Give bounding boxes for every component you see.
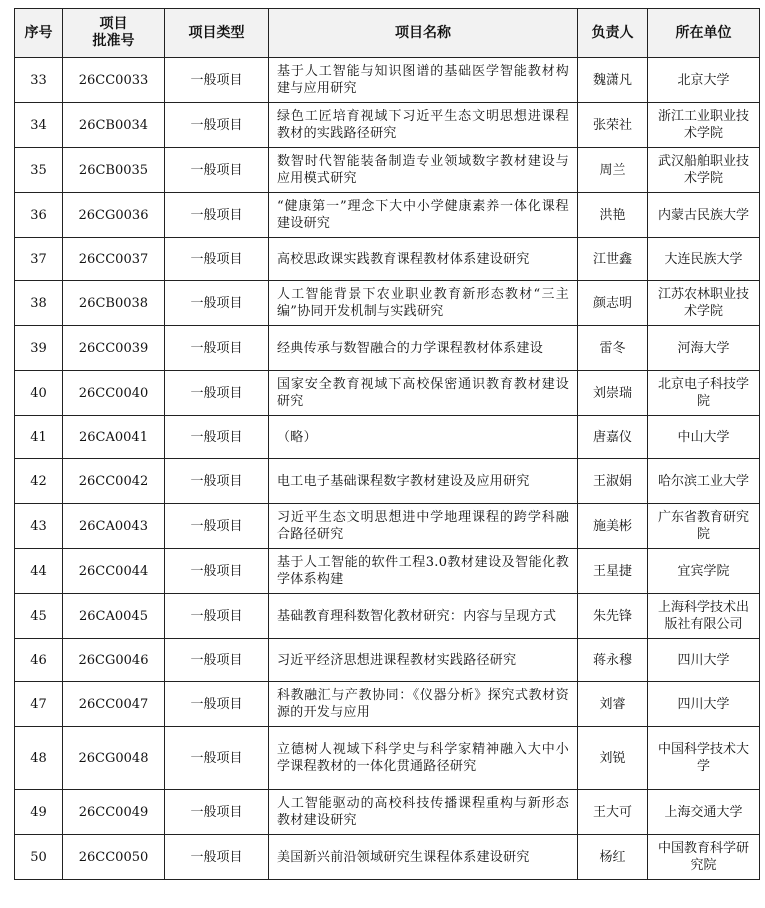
row-unit: 浙江工业职业技术学院 [648,103,760,148]
row-approval-number: 26CC0040 [63,371,165,416]
row-approval-number: 26CC0037 [63,238,165,281]
row-project-name: 习近平经济思想进课程教材实践路径研究 [269,639,578,682]
row-project-name: 人工智能背景下农业职业教育新形态教材“三主编”协同开发机制与实践研究 [269,281,578,326]
row-leader: 雷冬 [578,326,648,371]
row-unit: 北京电子科技学院 [648,371,760,416]
table-row [15,326,760,371]
row-leader: 王大可 [578,790,648,835]
row-leader: 周兰 [578,148,648,193]
table-row [15,416,760,459]
row-seq: 36 [15,193,63,238]
row-project-type: 一般项目 [165,790,269,835]
table-row [15,594,760,639]
table-row [15,58,760,103]
row-project-name: 经典传承与数智融合的力学课程教材体系建设 [269,326,578,371]
row-project-name: 高校思政课实践教育课程教材体系建设研究 [269,238,578,281]
row-leader: 张荣社 [578,103,648,148]
table-row [15,639,760,682]
table-row [15,549,760,594]
table-row [15,835,760,880]
row-seq: 49 [15,790,63,835]
row-seq: 33 [15,58,63,103]
row-leader: 王星捷 [578,549,648,594]
row-seq: 42 [15,459,63,504]
row-leader: 魏潇凡 [578,58,648,103]
row-leader: 刘锐 [578,727,648,790]
row-unit: 宜宾学院 [648,549,760,594]
row-project-type: 一般项目 [165,148,269,193]
table-row [15,193,760,238]
row-project-name: 电工电子基础课程数字教材建设及应用研究 [269,459,578,504]
header-approval-number-line2: 批准号 [92,33,135,49]
row-leader: 颜志明 [578,281,648,326]
row-unit: 中国科学技术大学 [648,727,760,790]
row-seq: 43 [15,504,63,549]
row-unit: 内蒙古民族大学 [648,193,760,238]
row-leader: 江世鑫 [578,238,648,281]
row-project-name: 基础教育理科数智化教材研究：内容与呈现方式 [269,594,578,639]
table-row [15,682,760,727]
row-seq: 38 [15,281,63,326]
table-row [15,727,760,790]
row-project-type: 一般项目 [165,238,269,281]
row-seq: 46 [15,639,63,682]
table-header-row [15,9,760,58]
row-seq: 39 [15,326,63,371]
row-project-type: 一般项目 [165,326,269,371]
row-project-type: 一般项目 [165,835,269,880]
row-leader: 杨红 [578,835,648,880]
header-approval-number [63,9,165,58]
header-unit: 所在单位 [648,9,760,58]
row-project-name: 科教融汇与产教协同：《仪器分析》探究式教材资源的开发与应用 [269,682,578,727]
row-leader: 刘睿 [578,682,648,727]
table-row [15,504,760,549]
row-project-type: 一般项目 [165,58,269,103]
row-approval-number: 26CB0035 [63,148,165,193]
header-approval-number-line1: 项目 [99,16,128,32]
project-list-sheet [14,8,760,880]
row-project-name: 数智时代智能装备制造专业领域数字教材建设与应用模式研究 [269,148,578,193]
row-seq: 35 [15,148,63,193]
row-project-type: 一般项目 [165,281,269,326]
header-leader: 负责人 [578,9,648,58]
row-seq: 37 [15,238,63,281]
row-leader: 唐嘉仪 [578,416,648,459]
row-project-name: 绿色工匠培育视域下习近平生态文明思想进课程教材的实践路径研究 [269,103,578,148]
table-row [15,459,760,504]
row-project-type: 一般项目 [165,639,269,682]
row-seq: 45 [15,594,63,639]
table-row [15,238,760,281]
row-project-type: 一般项目 [165,504,269,549]
row-project-name: 人工智能驱动的高校科技传播课程重构与新形态教材建设研究 [269,790,578,835]
row-seq: 40 [15,371,63,416]
row-project-type: 一般项目 [165,549,269,594]
row-seq: 48 [15,727,63,790]
row-leader: 洪艳 [578,193,648,238]
row-approval-number: 26CA0045 [63,594,165,639]
row-seq: 47 [15,682,63,727]
row-leader: 刘崇瑞 [578,371,648,416]
row-approval-number: 26CC0033 [63,58,165,103]
row-project-type: 一般项目 [165,193,269,238]
row-approval-number: 26CB0034 [63,103,165,148]
row-approval-number: 26CG0046 [63,639,165,682]
row-approval-number: 26CG0048 [63,727,165,790]
row-leader: 朱先锋 [578,594,648,639]
row-approval-number: 26CC0039 [63,326,165,371]
table-row [15,148,760,193]
row-approval-number: 26CC0050 [63,835,165,880]
row-approval-number: 26CA0041 [63,416,165,459]
row-project-type: 一般项目 [165,416,269,459]
row-project-name: 习近平生态文明思想进中学地理课程的跨学科融合路径研究 [269,504,578,549]
row-project-type: 一般项目 [165,727,269,790]
row-project-name: “健康第一”理念下大中小学健康素养一体化课程建设研究 [269,193,578,238]
row-project-type: 一般项目 [165,371,269,416]
row-project-type: 一般项目 [165,103,269,148]
project-table [14,8,760,880]
row-unit: 四川大学 [648,682,760,727]
row-project-type: 一般项目 [165,682,269,727]
row-unit: 哈尔滨工业大学 [648,459,760,504]
row-project-type: 一般项目 [165,459,269,504]
table-row [15,103,760,148]
row-seq: 41 [15,416,63,459]
row-approval-number: 26CC0042 [63,459,165,504]
row-approval-number: 26CB0038 [63,281,165,326]
row-unit: 四川大学 [648,639,760,682]
row-seq: 34 [15,103,63,148]
row-unit: 北京大学 [648,58,760,103]
table-row [15,371,760,416]
header-seq: 序号 [15,9,63,58]
row-seq: 50 [15,835,63,880]
header-project-type: 项目类型 [165,9,269,58]
row-approval-number: 26CA0043 [63,504,165,549]
row-unit: 中国教育科学研究院 [648,835,760,880]
row-unit: 上海交通大学 [648,790,760,835]
row-project-name: 美国新兴前沿领域研究生课程体系建设研究 [269,835,578,880]
row-leader: 王淑娟 [578,459,648,504]
row-approval-number: 26CC0049 [63,790,165,835]
row-unit: 广东省教育研究院 [648,504,760,549]
row-project-name: 立德树人视域下科学史与科学家精神融入大中小学课程教材的一体化贯通路径研究 [269,727,578,790]
row-project-name: 国家安全教育视域下高校保密通识教育教材建设研究 [269,371,578,416]
row-unit: 上海科学技术出版社有限公司 [648,594,760,639]
row-leader: 蒋永穆 [578,639,648,682]
table-body [15,58,760,880]
row-leader: 施美彬 [578,504,648,549]
table-row [15,790,760,835]
row-project-name: 基于人工智能的软件工程3.0教材建设及智能化教学体系构建 [269,549,578,594]
row-approval-number: 26CC0044 [63,549,165,594]
row-project-name: 基于人工智能与知识图谱的基础医学智能教材构建与应用研究 [269,58,578,103]
row-seq: 44 [15,549,63,594]
row-unit: 河海大学 [648,326,760,371]
row-unit: 江苏农林职业技术学院 [648,281,760,326]
row-approval-number: 26CG0036 [63,193,165,238]
table-row [15,281,760,326]
row-project-type: 一般项目 [165,594,269,639]
header-project-name: 项目名称 [269,9,578,58]
row-unit: 大连民族大学 [648,238,760,281]
row-project-name: （略） [269,416,578,459]
row-approval-number: 26CC0047 [63,682,165,727]
row-unit: 中山大学 [648,416,760,459]
row-unit: 武汉船舶职业技术学院 [648,148,760,193]
